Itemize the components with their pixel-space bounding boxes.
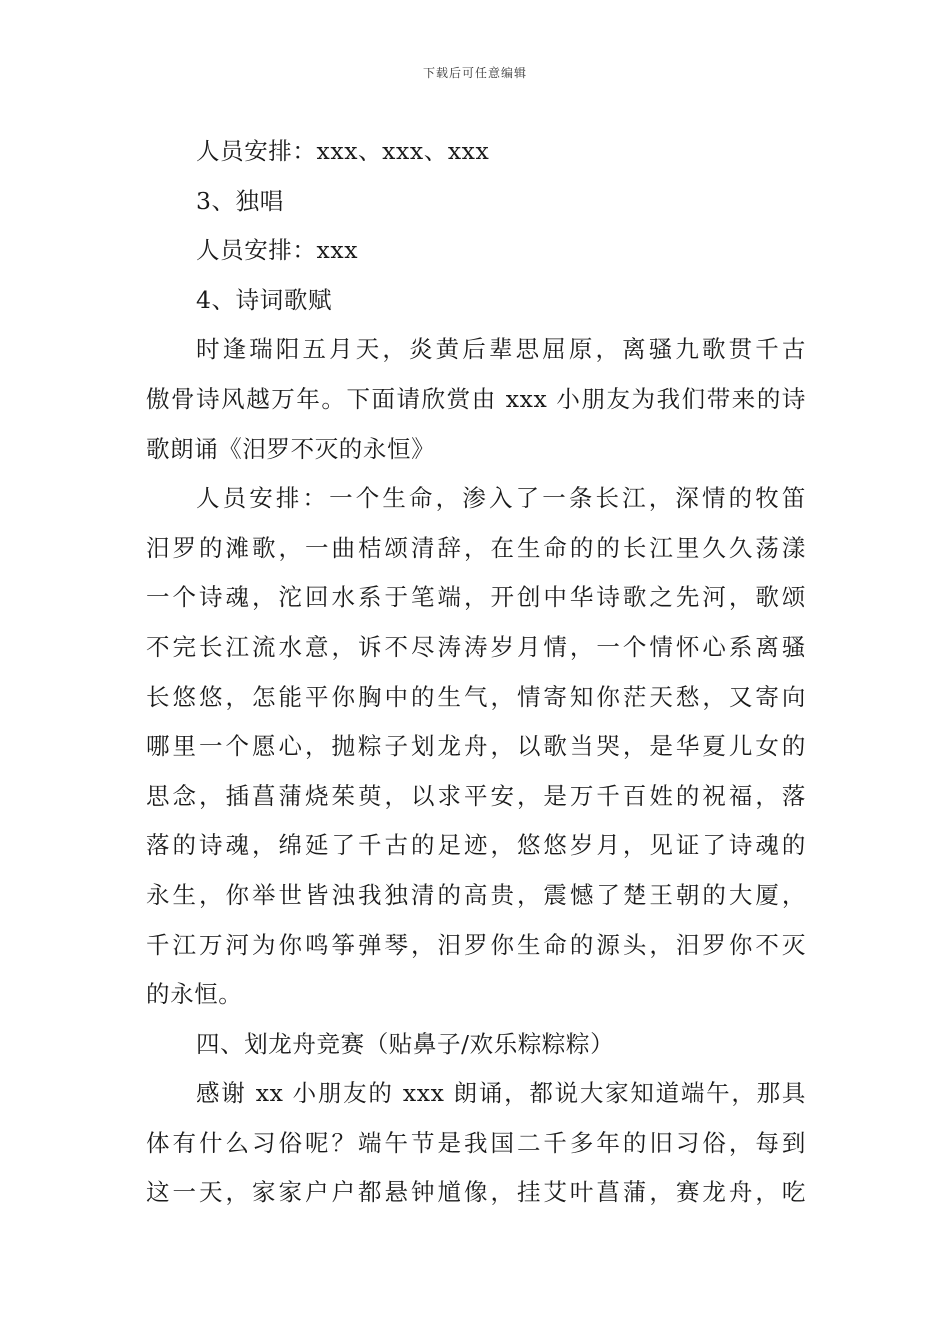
text-line: 永生，你举世皆浊我独清的高贵，震憾了楚王朝的大厦， xyxy=(146,880,806,909)
text-line: 一个诗魂，沱回水系于笔端，开创中华诗歌之先河，歌颂 xyxy=(146,583,806,612)
text-line: 汨罗的滩歌，一曲桔颂清辞，在生命的的长江里久久荡漾 xyxy=(146,533,806,562)
text-line: 落的诗魂，绵延了千古的足迹，悠悠岁月，见证了诗魂的 xyxy=(146,831,806,860)
text-line: 人员安排：一个生命，渗入了一条长江，深情的牧笛 xyxy=(196,484,806,513)
text-line: 四、划龙舟竞赛（贴鼻子/欢乐粽粽粽） xyxy=(196,1029,615,1058)
text-line: 哪里一个愿心，抛粽子划龙舟，以歌当哭，是华夏儿女的 xyxy=(146,732,806,761)
page-header: 下载后可任意编辑 xyxy=(422,66,527,80)
text-line: 4、诗词歌赋 xyxy=(196,285,333,314)
text-line: 歌朗诵《汨罗不灭的永恒》 xyxy=(146,434,436,463)
document-body xyxy=(146,127,806,1218)
text-line: 这一天，家家户户都悬钟馗像，挂艾叶菖蒲，赛龙舟，吃 xyxy=(146,1178,806,1207)
text-line: 时逢瑞阳五月天，炎黄后辈思屈原，离骚九歌贯千古 xyxy=(196,335,806,364)
text-line: 人员安排：xxx xyxy=(196,236,359,265)
text-line: 3、独唱 xyxy=(196,186,284,215)
text-line: 长悠悠，怎能平你胸中的生气，情寄知你茫天愁，又寄向 xyxy=(146,682,806,711)
text-line: 的永恒。 xyxy=(146,980,243,1009)
text-line: 千江万河为你鸣筝弹琴，汨罗你生命的源头，汨罗你不灭 xyxy=(146,930,806,959)
text-line: 体有什么习俗呢？端午节是我国二千多年的旧习俗，每到 xyxy=(146,1128,806,1157)
text-line: 傲骨诗风越万年。下面请欣赏由 xxx 小朋友为我们带来的诗 xyxy=(146,384,806,413)
text-line: 不完长江流水意，诉不尽涛涛岁月情，一个情怀心系离骚 xyxy=(146,632,806,661)
text-line: 人员安排：xxx、xxx、xxx xyxy=(196,137,490,165)
text-line: 感谢 xx 小朋友的 xxx 朗诵，都说大家知道端午，那具 xyxy=(196,1079,806,1108)
text-line: 思念，插菖蒲烧茱萸，以求平安，是万千百姓的祝福，落 xyxy=(146,781,806,810)
